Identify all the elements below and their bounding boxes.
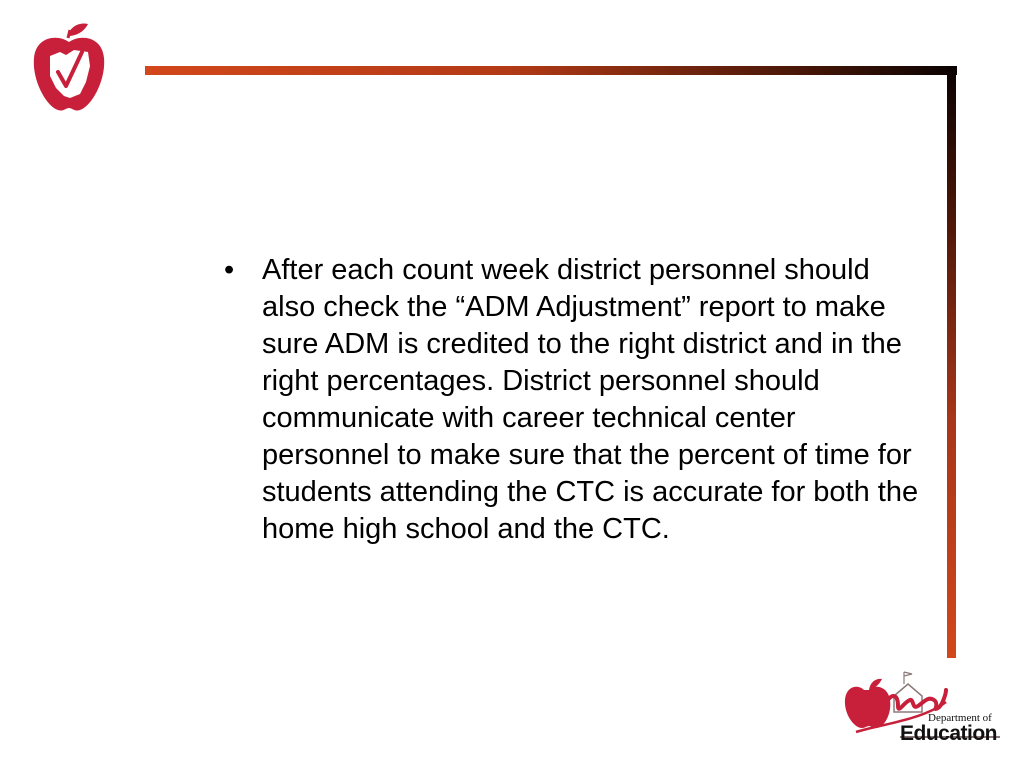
bullet-item [224,252,924,548]
slide-body [224,252,924,548]
bullet-marker: • [224,254,235,286]
education-label: Education [900,722,998,745]
department-of-label: Department of [928,712,992,724]
bullet-text: After each count week district personnel should also check the “ADM Adjustment” report to make sure ADM is credited to the right district and in the right percentages. District personnel should communicate with career technical center personnel to make sure that the percent of time for students attending the CTC is accurate for both the home high school and the CTC. [262,254,919,545]
right-divider-rule [947,66,956,658]
bullet-list [224,252,924,548]
top-divider-rule [145,66,957,75]
apple-with-ohio-checkmark-icon [30,22,108,114]
